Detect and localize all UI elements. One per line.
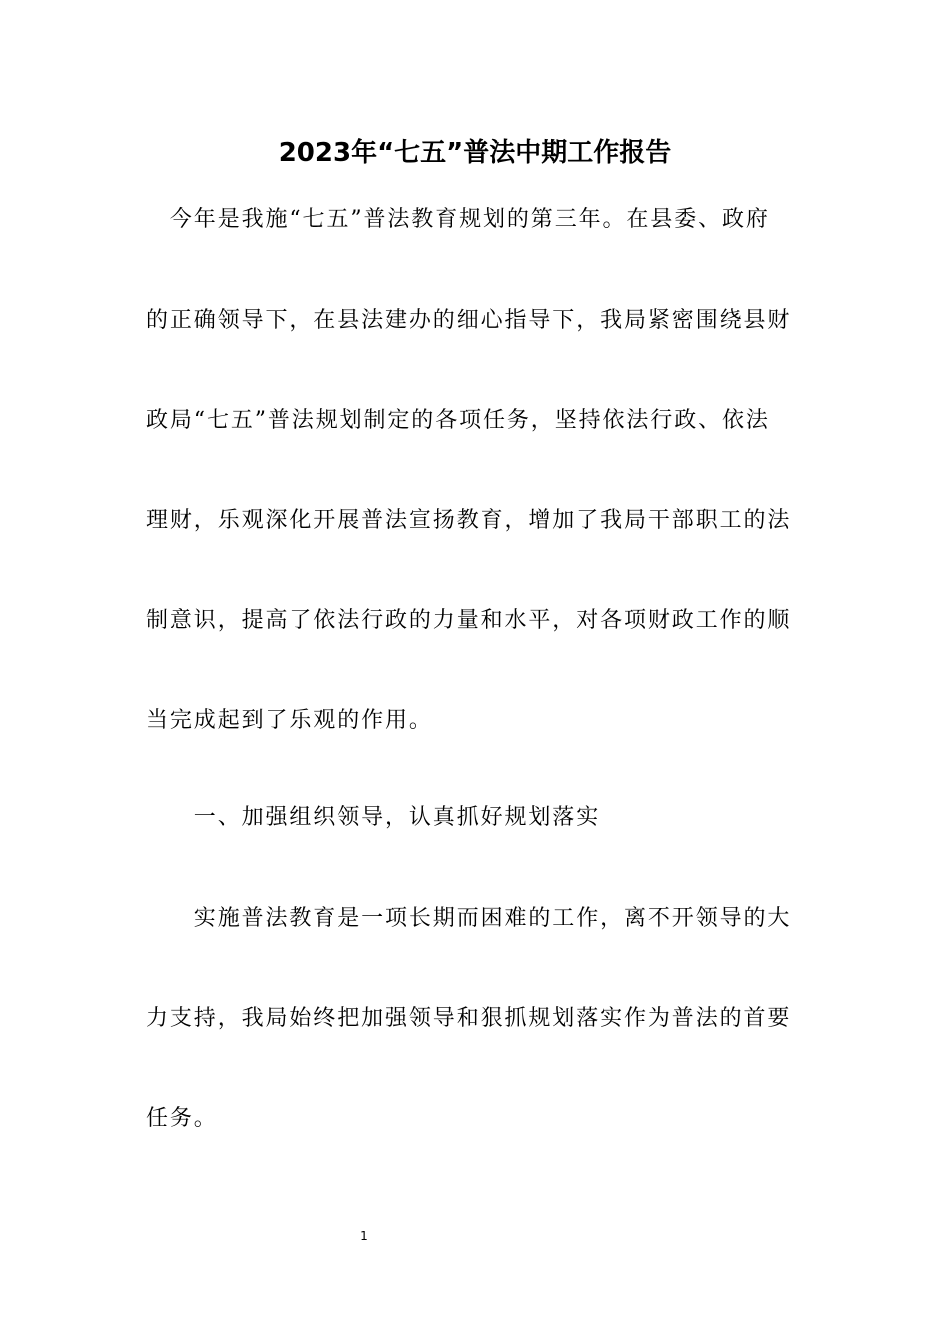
paragraph-line: 今年是我施“七五”普法教育规划的第三年。在县委、政府 [146, 207, 770, 232]
paragraph-line: 任务。 [146, 1106, 218, 1131]
paragraph-line: 理财，乐观深化开展普法宣扬教育，增加了我局干部职工的法 [146, 508, 792, 533]
paragraph-line: 的正确领导下，在县法建办的细心指导下，我局紧密围绕县财 [146, 308, 792, 333]
paragraph-line: 力支持，我局始终把加强领导和狠抓规划落实作为普法的首要 [146, 1006, 792, 1031]
paragraph-line: 制意识，提高了依法行政的力量和水平，对各项财政工作的顺 [146, 608, 792, 633]
paragraph-line: 当完成起到了乐观的作用。 [146, 708, 433, 733]
section-heading: 一、加强组织领导，认真抓好规划落实 [146, 805, 601, 830]
paragraph-line: 政局“七五”普法规划制定的各项任务，坚持依法行政、依法 [146, 408, 770, 433]
page-number: 1 [360, 1229, 368, 1243]
paragraph-line: 实施普法教育是一项长期而困难的工作，离不开领导的大 [146, 906, 792, 931]
document-title: 2023年“七五”普法中期工作报告 [278, 138, 672, 168]
